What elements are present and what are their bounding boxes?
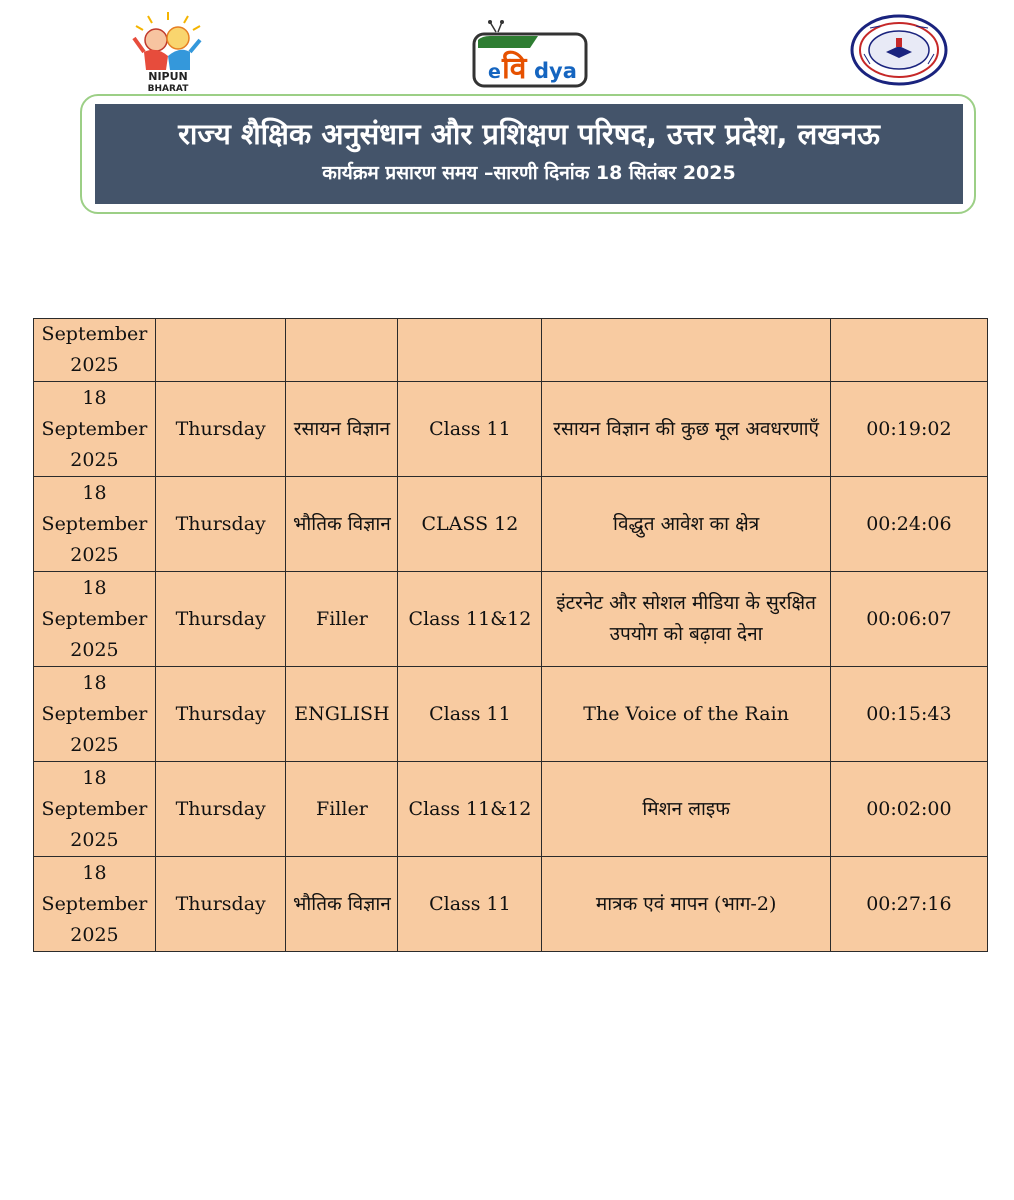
table-row: [34, 857, 988, 952]
topic-cell: रसायन विज्ञान की कुछ मूल अवधरणाएँ: [542, 382, 830, 477]
date-year: 2025: [70, 354, 119, 376]
class-cell: Class 11: [398, 857, 542, 952]
topic-cell: The Voice of the Rain: [542, 667, 830, 762]
date-day: 18: [82, 861, 107, 884]
weekday-cell: Thursday: [155, 667, 286, 762]
table-row: [34, 382, 988, 477]
date-month: September: [41, 702, 148, 725]
class-cell: Class 11: [398, 382, 542, 477]
table-row: [34, 667, 988, 762]
evidya-suffix: dya: [534, 59, 577, 83]
duration-cell: 00:02:00: [830, 762, 987, 857]
scert-seal-logo: [850, 14, 948, 86]
date-cell: [34, 319, 156, 382]
class-cell: Class 11&12: [398, 762, 542, 857]
evidya-logo: [468, 18, 592, 90]
date-month: September: [41, 417, 148, 440]
subject-cell: भौतिक विज्ञान: [286, 477, 398, 572]
date-cell: [34, 762, 156, 857]
class-cell: [398, 319, 542, 382]
topic-cell: विद्धुत आवेश का क्षेत्र: [542, 477, 830, 572]
nipun-line2: BHARAT: [147, 84, 189, 92]
header-banner: [95, 104, 963, 204]
date-day: 18: [82, 481, 107, 504]
duration-cell: 00:15:43: [830, 667, 987, 762]
date-day: 18: [82, 576, 107, 599]
weekday-cell: Thursday: [155, 857, 286, 952]
subject-cell: ENGLISH: [286, 667, 398, 762]
weekday-cell: Thursday: [155, 382, 286, 477]
table-row: [34, 762, 988, 857]
duration-cell: 00:19:02: [830, 382, 987, 477]
weekday-cell: [155, 319, 286, 382]
topic-cell: मात्रक एवं मापन (भाग-2): [542, 857, 830, 952]
subject-cell: Filler: [286, 572, 398, 667]
subject-cell: रसायन विज्ञान: [286, 382, 398, 477]
date-cell: [34, 382, 156, 477]
topic-cell: मिशन लाइफ: [542, 762, 830, 857]
evidya-middle: वि: [502, 51, 527, 86]
date-month: September: [41, 607, 148, 630]
table-row: [34, 477, 988, 572]
topic-cell: इंटरनेट और सोशल मीडिया के सुरक्षित उपयोग को बढ़ावा देना: [542, 572, 830, 667]
duration-cell: 00:24:06: [830, 477, 987, 572]
weekday-cell: Thursday: [155, 572, 286, 667]
date-year: 2025: [70, 448, 119, 471]
nipun-bharat-logo: [118, 10, 218, 92]
class-cell: Class 11&12: [398, 572, 542, 667]
weekday-cell: Thursday: [155, 477, 286, 572]
subject-cell: [286, 319, 398, 382]
duration-cell: [830, 319, 987, 382]
table-row-partial: [34, 319, 988, 382]
broadcast-schedule-table: [33, 318, 988, 952]
class-cell: Class 11: [398, 667, 542, 762]
date-day: 18: [82, 386, 107, 409]
date-month: September: [41, 512, 148, 535]
date-cell: [34, 572, 156, 667]
date-day: 18: [82, 766, 107, 789]
table-row: [34, 572, 988, 667]
date-year: 2025: [70, 733, 119, 756]
date-cell: [34, 667, 156, 762]
date-year: 2025: [70, 543, 119, 566]
evidya-prefix: e: [488, 61, 501, 83]
date-month: September: [41, 892, 148, 915]
date-year: 2025: [70, 638, 119, 661]
date-month: September: [41, 797, 148, 820]
duration-cell: 00:06:07: [830, 572, 987, 667]
nipun-line1: NIPUN: [148, 70, 188, 83]
topic-cell: [542, 319, 830, 382]
page-title: राज्य शैक्षिक अनुसंधान और प्रशिक्षण परिषद, उत्तर प्रदेश, लखनऊ: [178, 117, 880, 151]
date-year: 2025: [70, 828, 119, 851]
subject-cell: Filler: [286, 762, 398, 857]
date-cell: [34, 857, 156, 952]
date-cell: [34, 477, 156, 572]
date-month: September: [41, 323, 148, 345]
weekday-cell: Thursday: [155, 762, 286, 857]
date-day: 18: [82, 671, 107, 694]
class-cell: CLASS 12: [398, 477, 542, 572]
page-subtitle: कार्यक्रम प्रसारण समय –सारणी दिनांक 18 सितंबर 2025: [322, 162, 736, 184]
subject-cell: भौतिक विज्ञान: [286, 857, 398, 952]
duration-cell: 00:27:16: [830, 857, 987, 952]
date-year: 2025: [70, 923, 119, 946]
